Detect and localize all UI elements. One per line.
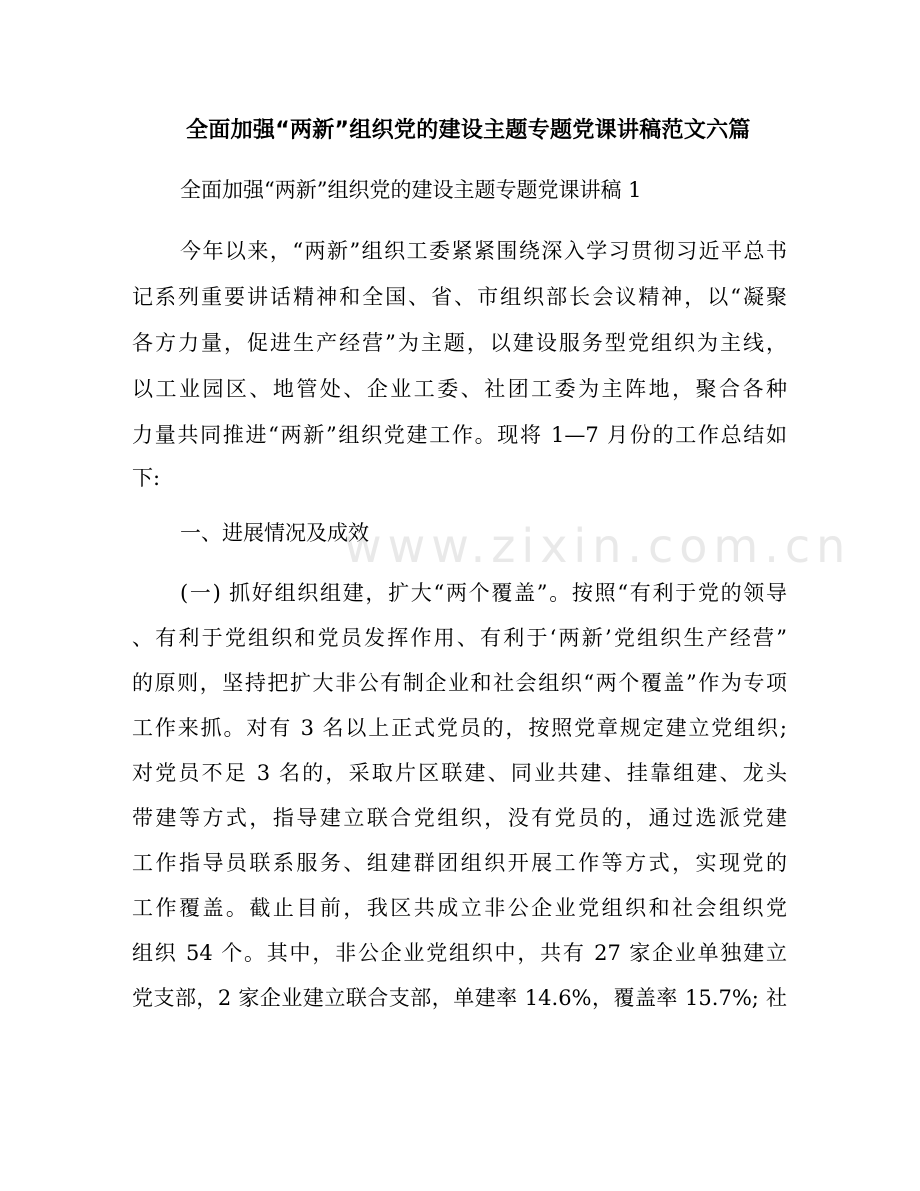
paragraph-2-line: 党支部，2 家企业建立联合支部，单建率 14.6%，覆盖率 15.7%; 社 [132,986,787,1010]
paragraph-1-line: 今年以来，“两新”组织工委紧紧围绕深入学习贯彻习近平总书 [180,239,787,263]
paragraph-2-line: 的原则，坚持把扩大非公有制企业和社会组织“两个覆盖”作为专项 [132,671,787,695]
paragraph-2-line: 工作来抓。对有 3 名以上正式党员的，按照党章规定建立党组织; [132,716,787,740]
document-subtitle: 全面加强“两新”组织党的建设主题专题党课讲稿 1 [180,178,642,202]
paragraph-2-line: 组织 54 个。其中，非公企业党组织中，共有 27 家企业单独建立 [132,941,787,965]
paragraph-1-line: 记系列重要讲话精神和全国、省、市组织部长会议精神，以“凝聚 [132,285,787,309]
paragraph-2-line: 工作指导员联系服务、组建群团组织开展工作等方式，实现党的 [132,851,787,875]
document-title: 全面加强“两新”组织党的建设主题专题党课讲稿范文六篇 [186,118,751,143]
paragraph-2-line: 带建等方式，指导建立联合党组织，没有党员的，通过选派党建 [132,806,787,830]
paragraph-1-line: 各方力量，促进生产经营”为主题，以建设服务型党组织为主线， [132,331,787,355]
paragraph-1-line: 力量共同推进“两新”组织党建工作。现将 1—7 月份的工作总结如 [132,423,787,447]
paragraph-2-line: 对党员不足 3 名的，采取片区联建、同业共建、挂靠组建、龙头 [132,761,787,785]
watermark: www.zixin.com.cn [344,519,852,573]
paragraph-1-line: 下: [132,466,161,490]
section-heading: 一、进展情况及成效 [180,521,369,545]
paragraph-2-line: 、有利于党组织和党员发挥作用、有利于‘两新’党组织生产经营” [132,626,787,650]
paragraph-1-line: 以工业园区、地管处、企业工委、社团工委为主阵地，聚合各种 [132,377,787,401]
paragraph-2-line: (一) 抓好组织组建，扩大“两个覆盖”。按照“有利于党的领导 [180,581,787,605]
paragraph-2-line: 工作覆盖。截止目前，我区共成立非公企业党组织和社会组织党 [132,896,787,920]
